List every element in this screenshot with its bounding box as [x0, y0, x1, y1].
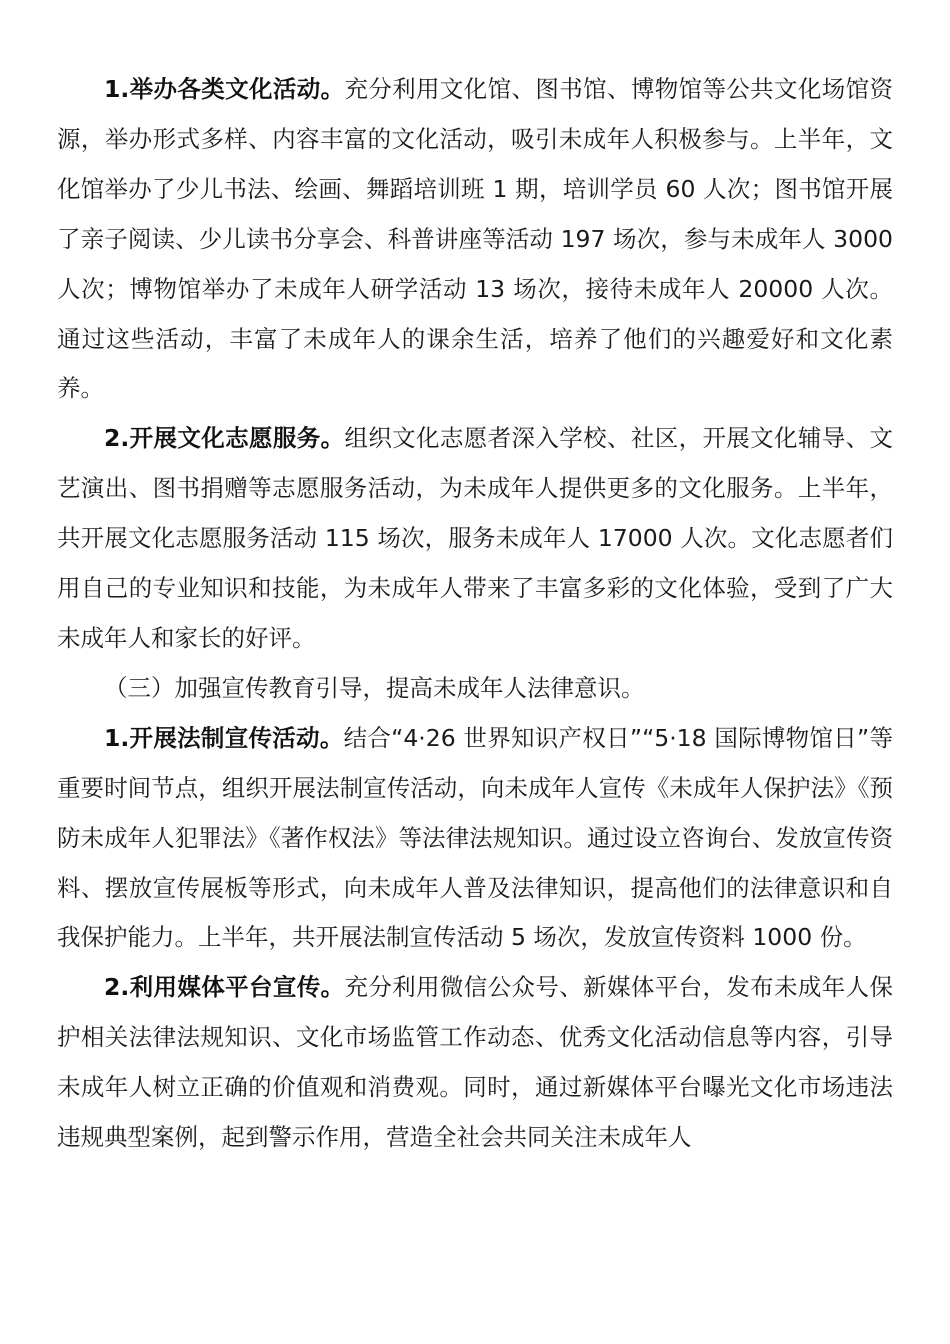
paragraph-text: 充分利用文化馆、图书馆、博物馆等公共文化场馆资源，举办形式多样、内容丰富的文化活动，吸引未成年人积极参与。上半年，文化馆举办了少儿书法、绘画、舞蹈培训班 1 期，培训学员 60 人次；图书馆开展了亲子阅读、少儿读书分享会、科普讲座等活动 197 场次，参与未成年人 3000 人次；博物馆举办了未成年人研学活动 13 场次，接待未成年人 20000 人次。通过这些活动，丰富了未成年人的课余生活，培养了他们的兴趣爱好和文化素养。 [57, 75, 894, 403]
document-body [57, 65, 893, 1163]
section-heading-text: （三）加强宣传教育引导，提高未成年人法律意识。 [104, 673, 645, 702]
paragraph-text: 充分利用微信公众号、新媒体平台，发布未成年人保护相关法律法规知识、文化市场监管工作动态、优秀文化活动信息等内容，引导未成年人树立正确的价值观和消费观。同时，通过新媒体平台曝光文化市场违法违规典型案例，起到警示作用，营造全社会共同关注未成年人 [57, 973, 894, 1152]
paragraph-lead: 2.开展文化志愿服务。 [104, 424, 345, 453]
paragraph-text: 结合“4·26 世界知识产权日”“5·18 国际博物馆日”等重要时间节点，组织开展法制宣传活动，向未成年人宣传《未成年人保护法》《预防未成年人犯罪法》《著作权法》等法律法规知识。通过设立咨询台、发放宣传资料、摆放宣传展板等形式，向未成年人普及法律知识，提高他们的法律意识和自我保护能力。上半年，共开展法制宣传活动 5 场次，发放宣传资料 1000 份。 [57, 723, 893, 952]
paragraph-volunteer-service [57, 414, 893, 664]
paragraph-lead: 2.利用媒体平台宣传。 [104, 973, 345, 1002]
paragraph-text: 组织文化志愿者深入学校、社区，开展文化辅导、文艺演出、图书捐赠等志愿服务活动，为未成年人提供更多的文化服务。上半年，共开展文化志愿服务活动 115 场次，服务未成年人 17000 人次。文化志愿者们用自己的专业知识和技能，为未成年人带来了丰富多彩的文化体验，受到了广大未成年人和家长的好评。 [57, 424, 894, 652]
paragraph-media-platform [57, 963, 893, 1163]
paragraph-lead: 1.开展法制宣传活动。 [104, 723, 344, 752]
paragraph-cultural-activities [57, 65, 893, 414]
paragraph-lead: 1.举办各类文化活动。 [104, 75, 345, 103]
paragraph-legal-publicity [57, 714, 893, 964]
section-heading [57, 664, 893, 714]
